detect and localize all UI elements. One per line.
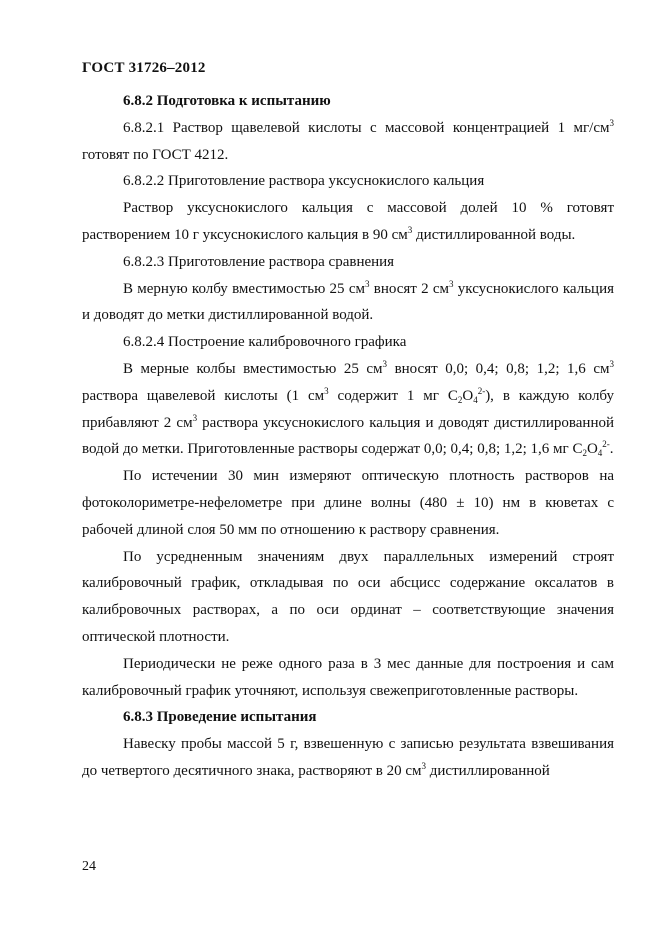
page-number: 24	[82, 859, 96, 874]
paragraph-6-8-2-3: 6.8.2.3 Приготовление раствора сравнения	[123, 253, 395, 270]
paragraph-6-8-2-4: 6.8.2.4 Построение калибровочного графика	[123, 334, 407, 351]
paragraph-optical-density: По истечении 30 мин измеряют оптическую плотность растворов на фотоколориметре-нефелометре при длине волны (480 ± 10) нм в кюветах с рабочей длиной слоя 50 мм по отношению к раствору сравнения.	[82, 468, 614, 538]
paragraph-reference-solution: В мерную колбу вместимостью 25 $см^3$ вносят 2 $см^3$ уксуснокислого кальция и доводят до метки дистиллированной водой.	[82, 278, 614, 324]
paragraph-6-8-2-2: 6.8.2.2 Приготовление раствора уксуснокислого кальция	[123, 173, 485, 190]
paragraph-periodic-check: Периодически не реже одного раза в 3 мес данные для построения и сам калибровочный график уточняют, используя свежеприготовленные растворы.	[82, 655, 614, 699]
paragraph-6-8-2-1: 6.8.2.1 Раствор щавелевой кислоты с массовой концентрацией 1 $мг/см^3$ готовят по ГОСТ 4212.	[82, 117, 614, 163]
document-header: ГОСТ 31726–2012	[82, 60, 206, 76]
oxalate-formula: $C_2O_4^{2-}$	[447, 385, 486, 405]
oxalate-formula: $C_2O_4^{2-}$	[572, 439, 610, 459]
paragraph-calibration-solutions: В мерные колбы вместимостью 25 $см^3$ вносят 0,0; 0,4; 0,8; 1,2; 1,6 $см^3$ раствора щавелевой кислоты (1 $см^3$ содержит 1 мг $C_2O_4^{2-}$), в каждую колбу прибавляют 2 $см^3$ раствора уксуснокислого кальция и доводят дистиллированной водой до метки. Приготовленные растворы содержат 0,0; 0,4; 0,8; 1,2; 1,6 мг $C_2O_4^{2-}$.	[82, 358, 615, 459]
section-heading-6-8-3: 6.8.3 Проведение испытания	[123, 709, 317, 726]
paragraph-calcium-acetate: Раствор уксуснокислого кальция с массовой долей 10 % готовят растворением 10 г уксуснокислого кальция в 90 $см^3$ дистиллированной воды.	[82, 200, 614, 243]
paragraph-calibration-graph: По усредненным значениям двух параллельных измерений строят калибровочный график, откладывая по оси абсцисс содержание оксалатов в калибровочных растворах, а по оси ординат – соответствующие значения оптической плотности.	[82, 548, 614, 645]
paragraph-sample-weighing: Навеску пробы массой 5 г, взвешенную с записью результата взвешивания до четвертого десятичного знака, растворяют в 20 $см^3$ дистиллированной	[82, 736, 614, 779]
section-heading-6-8-2: 6.8.2 Подготовка к испытанию	[123, 93, 331, 109]
document-body	[82, 88, 614, 785]
